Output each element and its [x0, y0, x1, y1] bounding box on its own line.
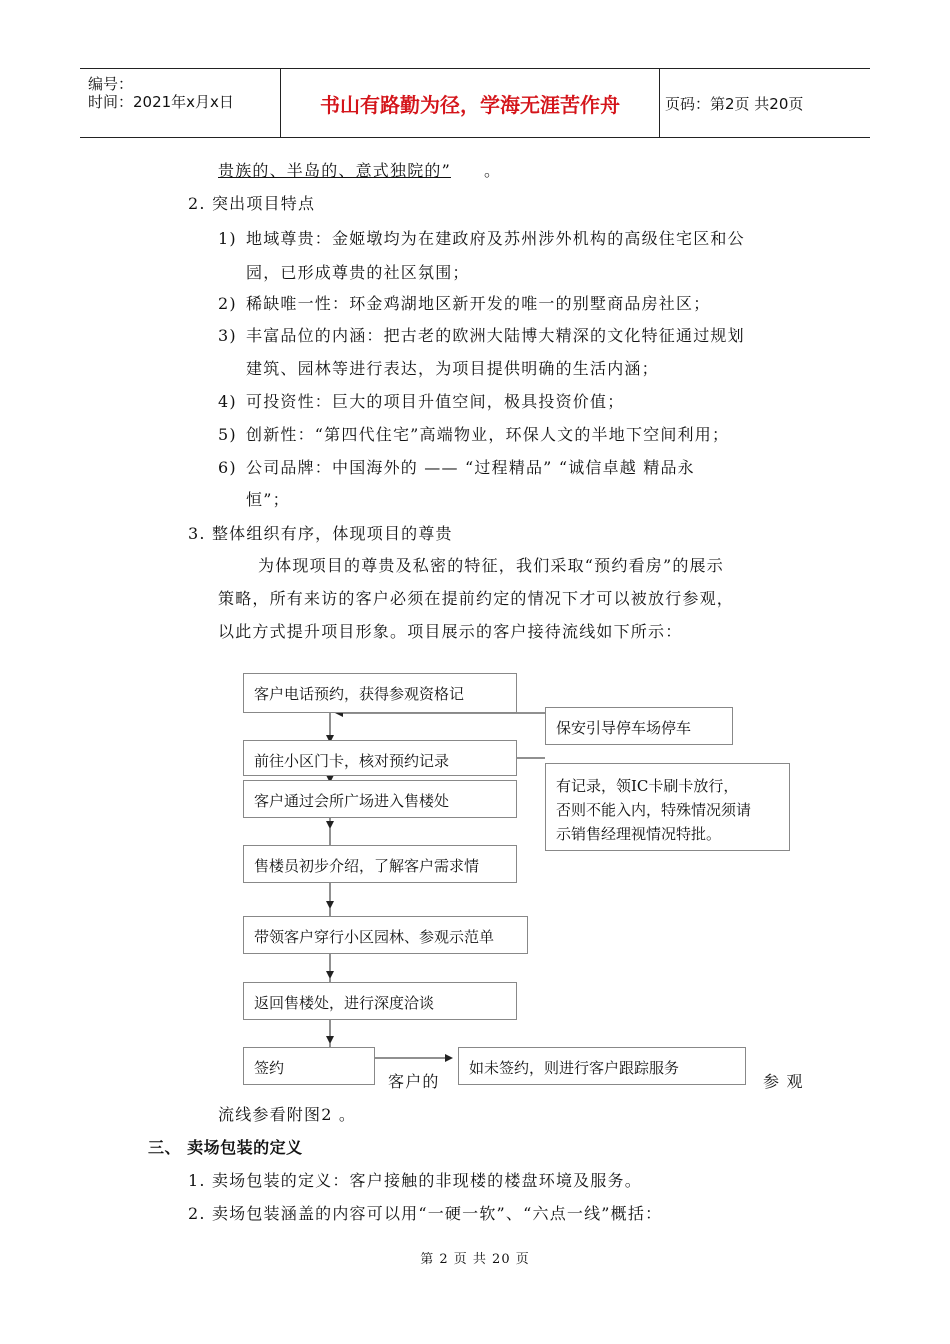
- feature-4-text: 可投资性：巨大的项目升值空间，极具投资价值；: [246, 392, 625, 411]
- feature-6-num: 6): [218, 458, 237, 477]
- item-2-heading: 2. 突出项目特点: [188, 194, 316, 213]
- item-3-heading: 3. 整体组织有序，体现项目的尊贵: [188, 524, 453, 543]
- feature-6-cont: 恒”；: [246, 490, 290, 509]
- header-time-label: 时间：2021年x月x日: [88, 93, 234, 111]
- flow-step-5: 带领客户穿行小区园林、参观示范单: [243, 916, 528, 954]
- feature-2-num: 2): [218, 294, 237, 313]
- flow-step-7: 签约: [243, 1047, 375, 1085]
- header-number-label: 编号：: [88, 75, 134, 93]
- flow-side-parking: 保安引导停车场停车: [545, 707, 733, 745]
- feature-6-text: 公司品牌：中国海外的 —— “过程精品” “诚信卓越 精品永: [246, 458, 695, 477]
- section-3-item-2: 2. 卖场包装涵盖的内容可以用“一硬一软”、“六点一线”概括：: [188, 1204, 663, 1223]
- feature-3-num: 3): [218, 326, 237, 345]
- paragraph-line-2: 策略，所有来访的客户必须在提前约定的情况下才可以被放行参观，: [218, 589, 735, 608]
- feature-3-cont: 建筑、园林等进行表达，为项目提供明确的生活内涵；: [246, 359, 659, 378]
- feature-1-num: 1): [218, 229, 237, 248]
- flow-side-note-line-3: 示销售经理视情况特批。: [556, 825, 722, 843]
- flow-side-note: [545, 763, 790, 851]
- header-motto: 书山有路勤为径，学海无涯苦作舟: [280, 69, 660, 137]
- continued-line-end: 。: [484, 161, 502, 180]
- feature-3-text: 丰富品位的内涵：把古老的欧洲大陆博大精深的文化特征通过规划: [246, 326, 745, 345]
- flow-tail-text-2: 参 观: [763, 1072, 804, 1091]
- flow-side-followup: 如未签约，则进行客户跟踪服务: [458, 1047, 746, 1085]
- header-page-label: 页码：第2页 共20页: [665, 95, 804, 113]
- section-3-item-1: 1. 卖场包装的定义：客户接触的非现楼的楼盘环境及服务。: [188, 1171, 642, 1190]
- feature-2-text: 稀缺唯一性：环金鸡湖地区新开发的唯一的别墅商品房社区；: [246, 294, 711, 313]
- flow-step-2: 前往小区门卡，核对预约记录: [243, 740, 517, 776]
- flow-tail-text-3: 流线参看附图2 。: [218, 1105, 357, 1124]
- flow-step-4: 售楼员初步介绍，了解客户需求情: [243, 845, 517, 883]
- flow-side-note-line-1: 有记录，领IC卡刷卡放行，: [556, 777, 739, 795]
- feature-5-text: 创新性：“第四代住宅”高端物业，环保人文的半地下空间利用；: [246, 425, 730, 444]
- continued-line: 贵族的、半岛的、意式独院的”: [218, 161, 451, 180]
- feature-1-cont: 园，已形成尊贵的社区氛围；: [246, 263, 470, 282]
- feature-5-num: 5): [218, 425, 237, 444]
- flow-tail-text-1: 客户的: [388, 1072, 440, 1091]
- paragraph-line-3: 以此方式提升项目形象。项目展示的客户接待流线如下所示：: [218, 622, 683, 641]
- section-3-heading: 三、 卖场包装的定义: [148, 1138, 303, 1157]
- page-footer: 第 2 页 共 20 页: [420, 1252, 530, 1267]
- flow-step-3: 客户通过会所广场进入售楼处: [243, 780, 517, 818]
- paragraph-line-1: 为体现项目的尊贵及私密的特征，我们采取“预约看房”的展示: [258, 556, 724, 575]
- flow-step-1: 客户电话预约，获得参观资格记: [243, 673, 517, 713]
- feature-1-text: 地域尊贵：金姬墩均为在建政府及苏州涉外机构的高级住宅区和公: [246, 229, 745, 248]
- feature-4-num: 4): [218, 392, 237, 411]
- flow-side-note-line-2: 否则不能入内，特殊情况须请: [556, 801, 752, 819]
- flow-step-6: 返回售楼处，进行深度洽谈: [243, 982, 517, 1020]
